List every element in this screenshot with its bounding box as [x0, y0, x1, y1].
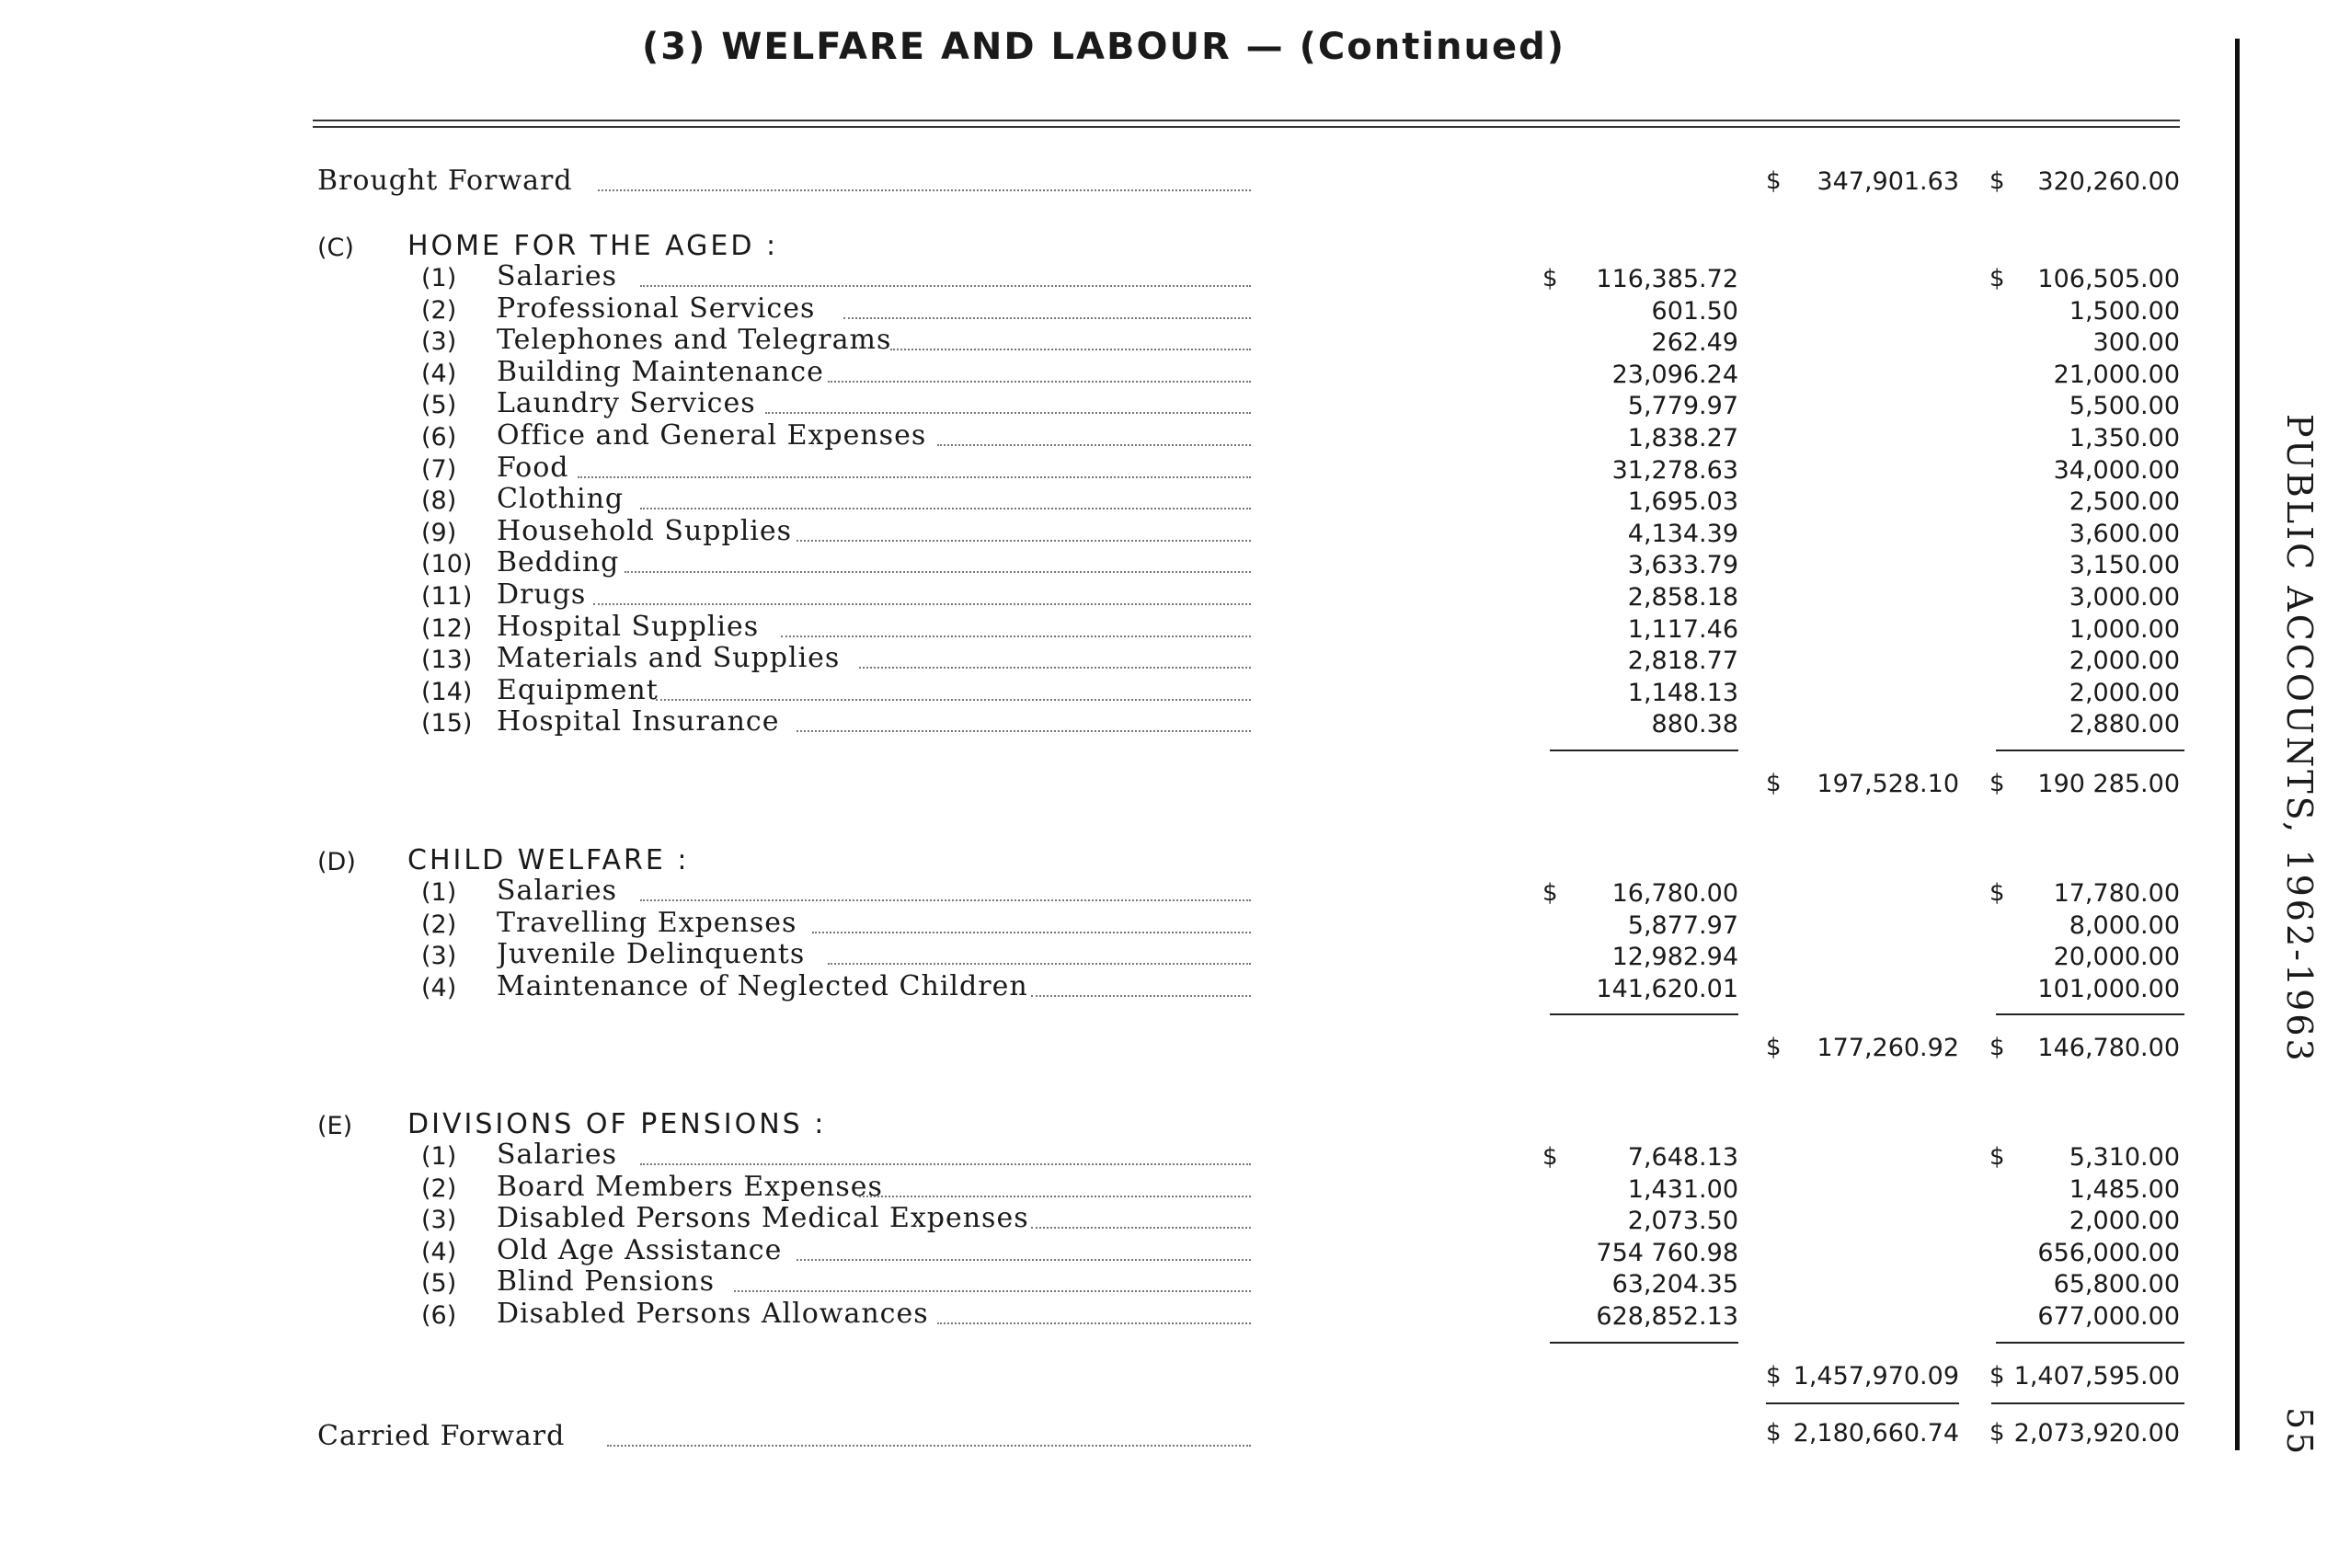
- item-estimate: 2,000.00: [2069, 678, 2180, 707]
- item-estimate: 17,780.00: [2053, 879, 2180, 908]
- section-total-actual-currency: $: [1766, 1361, 1782, 1390]
- carried-forward-estimate: 2,073,920.00: [2013, 1419, 2180, 1448]
- brought-forward-estimate-currency: $: [1989, 167, 2005, 195]
- item-label: Salaries: [497, 261, 618, 292]
- item-estimate: 3,150.00: [2069, 551, 2180, 580]
- item-actual: 2,858.18: [1627, 583, 1738, 612]
- item-estimate: 2,000.00: [2069, 1207, 2180, 1236]
- item-label: Travelling Expenses: [497, 907, 797, 939]
- item-estimate: 20,000.00: [2053, 943, 2180, 972]
- item-number: (10): [421, 550, 473, 579]
- item-number: (2): [421, 295, 457, 325]
- brought-forward-leader: [598, 189, 1251, 191]
- item-label: Bedding: [497, 547, 620, 579]
- item-actual: 7,648.13: [1627, 1143, 1738, 1172]
- item-number: (3): [421, 942, 457, 971]
- item-estimate: 677,000.00: [2037, 1302, 2180, 1331]
- item-actual: 141,620.01: [1596, 974, 1738, 1003]
- item-label: Office and General Expenses: [497, 420, 927, 452]
- item-actual: 116,385.72: [1596, 265, 1738, 293]
- item-number: (13): [421, 646, 473, 675]
- brought-forward-label: Brought Forward: [317, 166, 573, 197]
- item-leader: [765, 412, 1251, 414]
- item-label: Food: [497, 452, 569, 484]
- item-number: (3): [421, 327, 457, 357]
- item-actual: 880.38: [1651, 710, 1738, 739]
- brought-forward-actual-currency: $: [1766, 167, 1782, 195]
- section-heading: HOME FOR THE AGED :: [407, 230, 779, 262]
- item-leader: [593, 603, 1251, 605]
- item-actual: 2,073.50: [1627, 1207, 1738, 1236]
- section-total-estimate-currency: $: [1989, 1034, 2005, 1062]
- section-code: (E): [317, 1112, 353, 1140]
- item-number: (1): [421, 1142, 457, 1171]
- side-margin: [2279, 276, 2325, 1563]
- item-actual: 628,852.13: [1596, 1302, 1738, 1331]
- item-label: Salaries: [497, 876, 618, 907]
- item-leader: [625, 571, 1251, 573]
- item-actual-currency: $: [1542, 879, 1558, 907]
- item-number: (1): [421, 264, 457, 292]
- item-leader: [859, 1196, 1251, 1197]
- subtotal-rule-actual: [1550, 1342, 1738, 1344]
- item-number: (9): [421, 518, 457, 547]
- item-actual: 5,779.97: [1627, 392, 1738, 421]
- section-heading: CHILD WELFARE :: [407, 844, 690, 876]
- item-estimate: 5,500.00: [2069, 392, 2180, 421]
- item-label: Salaries: [497, 1139, 618, 1171]
- item-estimate: 1,485.00: [2069, 1174, 2180, 1204]
- item-label: Professional Services: [497, 292, 816, 325]
- item-estimate-currency: $: [1989, 879, 2005, 907]
- item-label: Hospital Insurance: [497, 706, 780, 738]
- carried-forward-leader: [607, 1445, 1251, 1447]
- item-estimate: 656,000.00: [2037, 1238, 2180, 1267]
- item-label: Equipment: [497, 674, 659, 706]
- item-leader: [828, 381, 1251, 383]
- section-total-estimate: 190 285.00: [2037, 770, 2180, 798]
- grand-rule-actual: [1766, 1402, 1959, 1404]
- section-total-actual-currency: $: [1766, 1034, 1782, 1062]
- item-estimate: 300.00: [2092, 328, 2180, 358]
- item-number: (11): [421, 582, 473, 611]
- item-actual: 5,877.97: [1627, 910, 1738, 940]
- item-label: Maintenance of Neglected Children: [497, 970, 1028, 1002]
- item-leader: [578, 476, 1251, 478]
- subtotal-rule-estimate: [1996, 750, 2184, 751]
- item-actual: 63,204.35: [1611, 1270, 1738, 1299]
- subtotal-rule-actual: [1550, 750, 1738, 751]
- item-actual: 754 760.98: [1596, 1238, 1738, 1267]
- item-estimate: 2,880.00: [2069, 710, 2180, 739]
- subtotal-rule-estimate: [1996, 1342, 2184, 1344]
- item-actual-currency: $: [1542, 265, 1558, 292]
- item-number: (1): [421, 878, 457, 907]
- item-estimate: 34,000.00: [2053, 455, 2180, 485]
- item-label: Building Maintenance: [497, 356, 824, 388]
- item-actual: 31,278.63: [1611, 455, 1738, 485]
- item-actual: 601.50: [1651, 296, 1738, 326]
- subtotal-rule-estimate: [1996, 1013, 2184, 1015]
- item-leader: [859, 667, 1251, 669]
- item-label: Laundry Services: [497, 388, 756, 420]
- item-label: Blind Pensions: [497, 1266, 715, 1299]
- item-label: Board Members Expenses: [497, 1171, 883, 1203]
- carried-forward-label: Carried Forward: [317, 1421, 566, 1452]
- item-estimate: 1,000.00: [2069, 614, 2180, 644]
- carried-forward-estimate-currency: $: [1989, 1419, 2005, 1447]
- item-number: (3): [421, 1206, 457, 1235]
- item-leader: [734, 1290, 1251, 1292]
- item-actual: 1,838.27: [1627, 424, 1738, 452]
- item-label: Disabled Persons Allowances: [497, 1299, 929, 1330]
- item-estimate: 3,600.00: [2069, 519, 2180, 548]
- item-estimate: 21,000.00: [2053, 360, 2180, 389]
- item-estimate: 3,000.00: [2069, 583, 2180, 612]
- item-number: (6): [421, 1301, 457, 1330]
- item-leader: [797, 540, 1251, 542]
- section-total-actual: 197,528.10: [1817, 770, 1959, 798]
- section-total-actual-currency: $: [1766, 770, 1782, 797]
- section-heading: DIVISIONS OF PENSIONS :: [407, 1108, 827, 1140]
- item-label: Clothing: [497, 484, 625, 516]
- item-leader: [828, 963, 1251, 965]
- page-title: (3) WELFARE AND LABOUR — (Continued): [641, 26, 1566, 68]
- item-label: Disabled Persons Medical Expenses: [497, 1203, 1029, 1235]
- item-number: (2): [421, 1173, 457, 1203]
- item-label: Materials and Supplies: [497, 643, 841, 675]
- item-actual: 1,117.46: [1627, 614, 1738, 644]
- section-total-estimate: 1,407,595.00: [2013, 1361, 2180, 1391]
- item-number: (4): [421, 359, 457, 388]
- item-estimate: 1,500.00: [2069, 296, 2180, 326]
- section-total-estimate-currency: $: [1989, 770, 2005, 797]
- item-actual: 1,431.00: [1627, 1174, 1738, 1204]
- item-leader: [797, 730, 1251, 732]
- item-number: (7): [421, 454, 457, 484]
- item-estimate-currency: $: [1989, 1143, 2005, 1171]
- item-estimate: 8,000.00: [2069, 910, 2180, 940]
- item-leader: [797, 1259, 1251, 1261]
- item-leader: [640, 1163, 1251, 1165]
- item-actual: 262.49: [1651, 328, 1738, 358]
- item-leader: [812, 932, 1251, 933]
- section-total-actual: 177,260.92: [1817, 1034, 1959, 1063]
- item-estimate: 1,350.00: [2069, 424, 2180, 452]
- item-estimate: 106,505.00: [2037, 265, 2180, 293]
- item-label: Household Supplies: [497, 515, 793, 547]
- item-number: (5): [421, 391, 457, 420]
- page-number: 55: [2279, 1407, 2320, 1458]
- item-number: (2): [421, 910, 457, 939]
- carried-forward-actual: 2,180,660.74: [1793, 1419, 1959, 1448]
- side-title: PUBLIC ACCOUNTS, 1962-1963: [2279, 414, 2320, 1064]
- item-number: (4): [421, 1237, 457, 1266]
- section-code: (C): [317, 234, 354, 262]
- item-leader: [890, 349, 1251, 350]
- item-actual: 12,982.94: [1611, 943, 1738, 972]
- header-rule-bottom: [313, 126, 2180, 128]
- item-actual: 4,134.39: [1627, 519, 1738, 548]
- item-number: (8): [421, 486, 457, 516]
- section-total-actual: 1,457,970.09: [1793, 1361, 1959, 1391]
- item-actual: 1,695.03: [1627, 487, 1738, 517]
- item-leader: [1031, 1227, 1251, 1229]
- item-leader: [843, 317, 1251, 319]
- item-label: Juvenile Delinquents: [497, 939, 806, 971]
- item-leader: [640, 508, 1251, 509]
- item-leader: [937, 1322, 1251, 1324]
- item-actual: 1,148.13: [1627, 678, 1738, 707]
- item-number: (12): [421, 613, 473, 643]
- header-rule-top: [313, 120, 2180, 121]
- item-estimate: 65,800.00: [2053, 1270, 2180, 1299]
- item-label: Drugs: [497, 579, 587, 611]
- item-actual: 23,096.24: [1611, 360, 1738, 389]
- section-total-estimate-currency: $: [1989, 1361, 2005, 1390]
- item-estimate: 2,000.00: [2069, 647, 2180, 676]
- item-estimate: 2,500.00: [2069, 487, 2180, 517]
- item-leader: [781, 635, 1251, 637]
- item-actual-currency: $: [1542, 1143, 1558, 1171]
- item-number: (15): [421, 709, 473, 738]
- item-label: Telephones and Telegrams: [497, 325, 892, 357]
- item-number: (6): [421, 423, 457, 452]
- carried-forward-actual-currency: $: [1766, 1419, 1782, 1447]
- item-number: (14): [421, 677, 473, 706]
- item-label: Old Age Assistance: [497, 1234, 783, 1266]
- brought-forward-actual: 347,901.63: [1817, 167, 1959, 196]
- brought-forward-estimate: 320,260.00: [2037, 167, 2180, 196]
- item-actual: 2,818.77: [1627, 647, 1738, 676]
- grand-rule-estimate: [1991, 1402, 2184, 1404]
- subtotal-rule-actual: [1550, 1013, 1738, 1015]
- item-leader: [1031, 995, 1251, 997]
- item-actual: 16,780.00: [1611, 879, 1738, 908]
- section-code: (D): [317, 848, 356, 876]
- item-actual: 3,633.79: [1627, 551, 1738, 580]
- item-estimate: 101,000.00: [2037, 974, 2180, 1003]
- item-label: Hospital Supplies: [497, 611, 760, 643]
- margin-rule: [2235, 39, 2240, 1450]
- item-number: (5): [421, 1269, 457, 1299]
- item-leader: [937, 444, 1251, 446]
- item-leader: [656, 699, 1251, 701]
- item-estimate-currency: $: [1989, 265, 2005, 292]
- section-total-estimate: 146,780.00: [2037, 1034, 2180, 1063]
- item-estimate: 5,310.00: [2069, 1143, 2180, 1172]
- item-leader: [640, 899, 1251, 901]
- item-leader: [640, 285, 1251, 287]
- item-number: (4): [421, 973, 457, 1002]
